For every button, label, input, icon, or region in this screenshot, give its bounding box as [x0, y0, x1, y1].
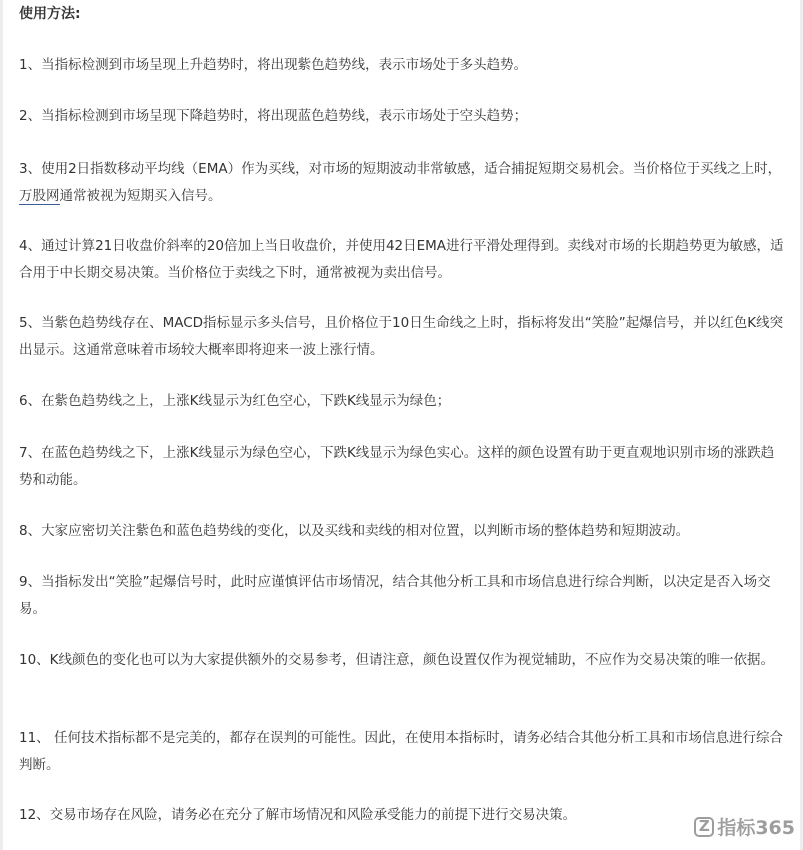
- paragraph-12: 12、交易市场存在风险，请务必在充分了解市场情况和风险承受能力的前提下进行交易决策。: [19, 807, 577, 823]
- paragraph-4: 4、通过计算21日收盘价斜率的20倍加上当日收盘价，并使用42日EMA进行平滑处理得到。卖线对市场的长期趋势更为敏感，适合用于中长期交易决策。当价格位于卖线之下时，通常被视为卖出信号。: [19, 238, 784, 281]
- paragraph-8: 8、大家应密切关注紫色和蓝色趋势线的变化，以及买线和卖线的相对位置，以判断市场的整体趋势和短期波动。: [19, 523, 690, 539]
- usage-heading: 使用方法:: [19, 6, 81, 22]
- paragraph-3-text-after: 通常被视为短期买入信号。: [59, 188, 222, 204]
- watermark-text: 指标365: [717, 817, 795, 839]
- paragraph-6: 6、在紫色趋势线之上，上涨K线显示为红色空心，下跌K线显示为绿色；: [19, 393, 451, 409]
- site-watermark: [694, 813, 795, 840]
- paragraph-1: 1、当指标检测到市场呈现上升趋势时，将出现紫色趋势线，表示市场处于多头趋势。: [19, 57, 528, 73]
- paragraph-9: 9、当指标发出“笑脸”起爆信号时，此时应谨慎评估市场情况，结合其他分析工具和市场信息进行综合判断，以决定是否入场交易。: [19, 574, 771, 617]
- paragraph-11: 11、 任何技术指标都不是完美的，都存在误判的可能性。因此，在使用本指标时，请务必结合其他分析工具和市场信息进行综合判断。: [19, 730, 783, 773]
- paragraph-7: 7、在蓝色趋势线之下，上涨K线显示为绿色空心，下跌K线显示为绿色实心。这样的颜色设置有助于更直观地识别市场的涨跌趋势和动能。: [19, 445, 775, 488]
- paragraph-3: [19, 156, 784, 210]
- watermark-logo-icon: Z: [694, 817, 714, 837]
- left-frame-border: [0, 0, 3, 850]
- paragraph-5: 5、当紫色趋势线存在、MACD指标显示多头信号，且价格位于10日生命线之上时，指标将发出“笑脸”起爆信号，并以红色K线突出显示。这通常意味着市场较大概率即将迎来一波上涨行情。: [19, 315, 784, 358]
- wangu-link[interactable]: 万股网: [19, 188, 60, 204]
- paragraph-10: 10、K线颜色的变化也可以为大家提供额外的交易参考，但请注意，颜色设置仅作为视觉辅助，不应作为交易决策的唯一依据。: [19, 652, 775, 668]
- paragraph-2: 2、当指标检测到市场呈现下降趋势时，将出现蓝色趋势线，表示市场处于空头趋势；: [19, 108, 528, 124]
- paragraph-3-text-before: 3、使用2日指数移动平均线（EMA）作为买线，对市场的短期波动非常敏感，适合捕捉短期交易机会。当价格位于买线之上时，: [19, 161, 782, 177]
